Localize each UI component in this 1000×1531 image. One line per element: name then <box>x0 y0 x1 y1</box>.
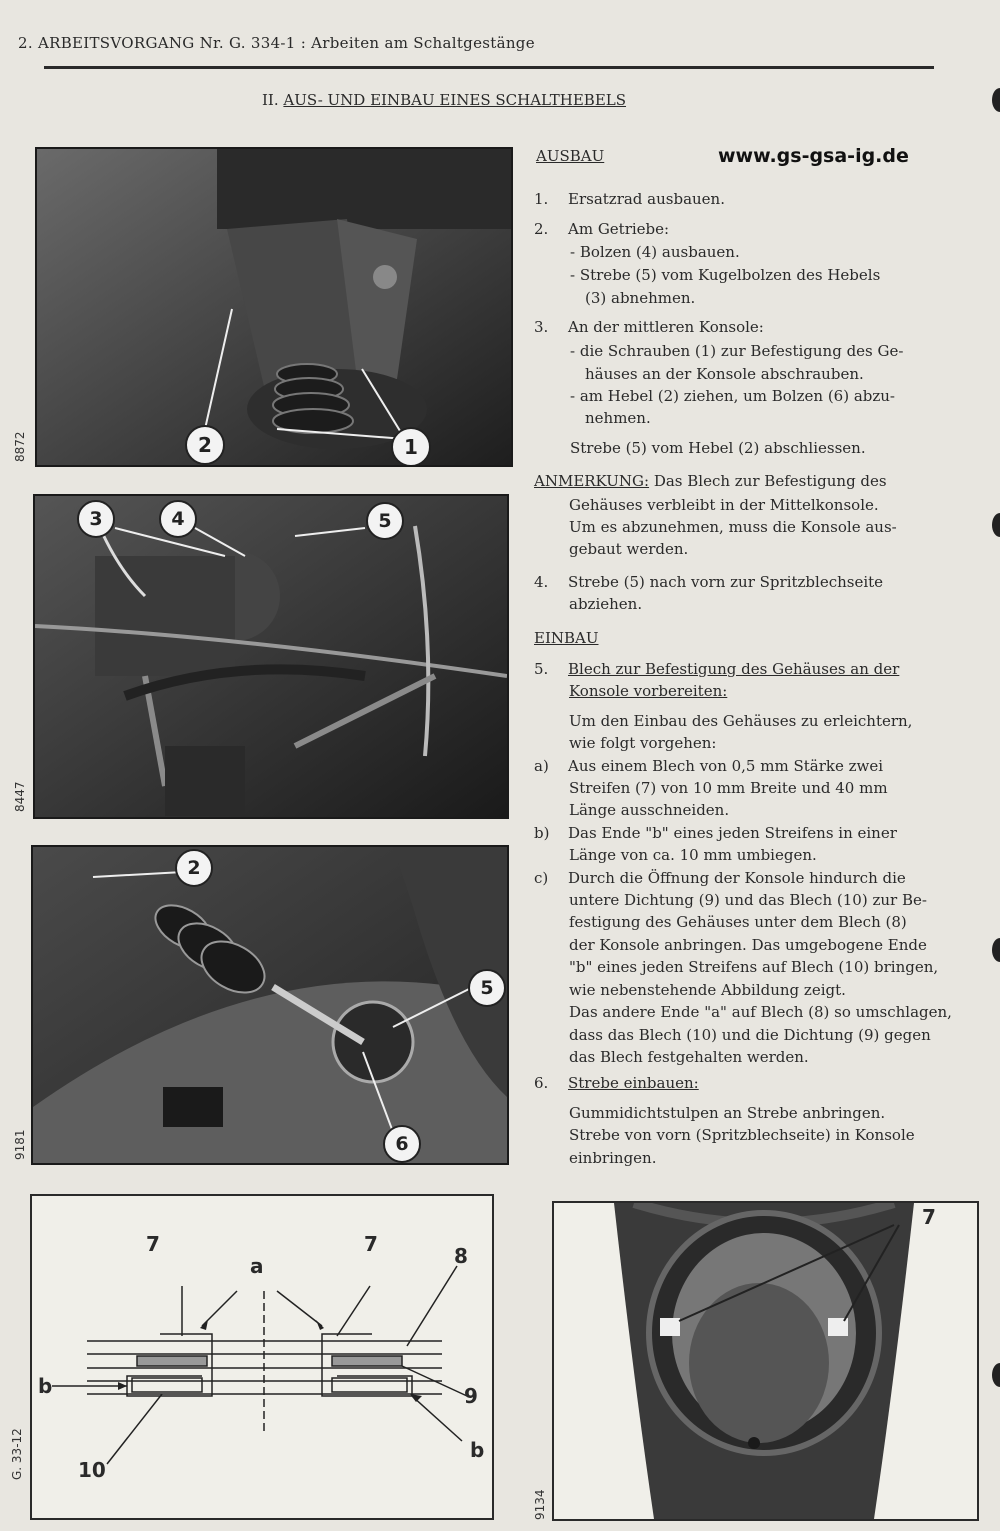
label-7: 7 <box>922 1205 936 1229</box>
callout-5: 5 <box>366 502 404 540</box>
step-6-line: Strebe von vorn (Spritzblechseite) in Konsole <box>569 1126 915 1144</box>
binder-hole <box>992 513 1000 537</box>
step-1: 1. Ersatzrad ausbauen. <box>534 190 725 208</box>
note-line: Um es abzunehmen, muss die Konsole aus- <box>569 518 897 536</box>
figure-ref-9181: 9181 <box>13 1129 27 1160</box>
binder-hole <box>992 88 1000 112</box>
substep-b-line: Länge von ca. 10 mm umbiegen. <box>569 846 817 864</box>
label-a: a <box>250 1254 264 1278</box>
callout-2: 2 <box>185 425 225 465</box>
photo-console-opening <box>552 1201 979 1521</box>
photo-lever-console <box>31 845 509 1165</box>
step-5: 5. Blech zur Befestigung des Gehäuses an der <box>534 660 900 678</box>
step-2-sub: - Bolzen (4) ausbauen. <box>570 243 740 261</box>
callout-6: 6 <box>383 1125 421 1163</box>
step-5-title: Konsole vorbereiten: <box>569 682 728 700</box>
figure-ref-9134: 9134 <box>533 1489 547 1520</box>
substep-c-line: untere Dichtung (9) und das Blech (10) zur Be- <box>569 891 927 909</box>
note-line: Gehäuses verbleibt in der Mittelkonsole. <box>569 496 879 514</box>
label-8: 8 <box>454 1244 468 1268</box>
section-title <box>262 91 626 109</box>
figure-ref-8872: 8872 <box>13 431 27 462</box>
substep-c-line: wie nebenstehende Abbildung zeigt. <box>569 981 846 999</box>
label-b: b <box>470 1438 485 1462</box>
substep-c: c) Durch die Öffnung der Konsole hindurch die <box>534 869 906 887</box>
diagram-strip-mounting <box>30 1194 494 1520</box>
step-3-note: Strebe (5) vom Hebel (2) abschliessen. <box>570 439 866 457</box>
label-9: 9 <box>464 1384 478 1408</box>
callout-5: 5 <box>468 969 506 1007</box>
heading-einbau: EINBAU <box>534 629 599 647</box>
step-3-sub: häuses an der Konsole abschrauben. <box>585 365 864 383</box>
label-10: 10 <box>78 1458 106 1482</box>
step-6-line: einbringen. <box>569 1149 657 1167</box>
figure-ref-8447: 8447 <box>13 781 27 812</box>
substep-a-line: Länge ausschneiden. <box>569 801 730 819</box>
step-2: 2. Am Getriebe: <box>534 220 670 238</box>
note-line: gebaut werden. <box>569 540 689 558</box>
step-5-intro: Um den Einbau des Gehäuses zu erleichtern, <box>569 712 913 730</box>
step-6: 6. Strebe einbauen: <box>534 1074 699 1092</box>
substep-c-line: das Blech festgehalten werden. <box>569 1048 809 1066</box>
step-2-sub: - Strebe (5) vom Kugelbolzen des Hebels <box>570 266 881 284</box>
callout-1: 1 <box>391 427 431 467</box>
substep-a: a) Aus einem Blech von 0,5 mm Stärke zwei <box>534 757 884 775</box>
step-4: 4. Strebe (5) nach vorn zur Spritzblechseite <box>534 573 884 591</box>
substep-c-line: festigung des Gehäuses unter dem Blech (8) <box>569 913 907 931</box>
substep-b: b) Das Ende "b" eines jeden Streifens in einer <box>534 824 897 842</box>
substep-a-line: Streifen (7) von 10 mm Breite und 40 mm <box>569 779 888 797</box>
step-3: 3. An der mittleren Konsole: <box>534 318 764 336</box>
step-3-sub: - am Hebel (2) ziehen, um Bolzen (6) abzu- <box>570 387 896 405</box>
label-7: 7 <box>146 1232 160 1256</box>
step-2-sub: (3) abnehmen. <box>585 289 696 307</box>
substep-c-line: Das andere Ende "a" auf Blech (8) so umschlagen, <box>569 1003 952 1021</box>
page-header: 2. ARBEITSVORGANG Nr. G. 334-1 : Arbeiten am Schaltgestänge <box>18 34 535 52</box>
note-anmerkung: ANMERKUNG: Das Blech zur Befestigung des <box>534 472 887 490</box>
step-4-sub: abziehen. <box>569 595 643 613</box>
step-5-intro: wie folgt vorgehen: <box>569 734 717 752</box>
substep-c-line: "b" eines jeden Streifens auf Blech (10) bringen, <box>569 958 939 976</box>
section-title-text: AUS- UND EINBAU EINES SCHALTHEBELS <box>283 91 627 109</box>
callout-3: 3 <box>77 500 115 538</box>
website-watermark: www.gs-gsa-ig.de <box>718 145 909 167</box>
step-3-sub: nehmen. <box>585 409 651 427</box>
step-6-line: Gummidichtstulpen an Strebe anbringen. <box>569 1104 886 1122</box>
photo-shift-lever-boot <box>35 147 513 467</box>
photo-gearbox-linkage <box>33 494 509 819</box>
figure-ref-g33-12: G. 33-12 <box>10 1428 24 1480</box>
section-prefix: II. <box>262 91 279 109</box>
heading-ausbau: AUSBAU <box>536 147 605 165</box>
binder-hole <box>992 1363 1000 1387</box>
callout-4: 4 <box>159 500 197 538</box>
label-7: 7 <box>364 1232 378 1256</box>
step-3-sub: - die Schrauben (1) zur Befestigung des Ge- <box>570 342 904 360</box>
substep-c-line: dass das Blech (10) und die Dichtung (9) gegen <box>569 1026 931 1044</box>
header-rule <box>44 66 934 69</box>
callout-2: 2 <box>175 849 213 887</box>
label-b: b <box>38 1374 53 1398</box>
binder-hole <box>992 938 1000 962</box>
substep-c-line: der Konsole anbringen. Das umgebogene Ende <box>569 936 927 954</box>
